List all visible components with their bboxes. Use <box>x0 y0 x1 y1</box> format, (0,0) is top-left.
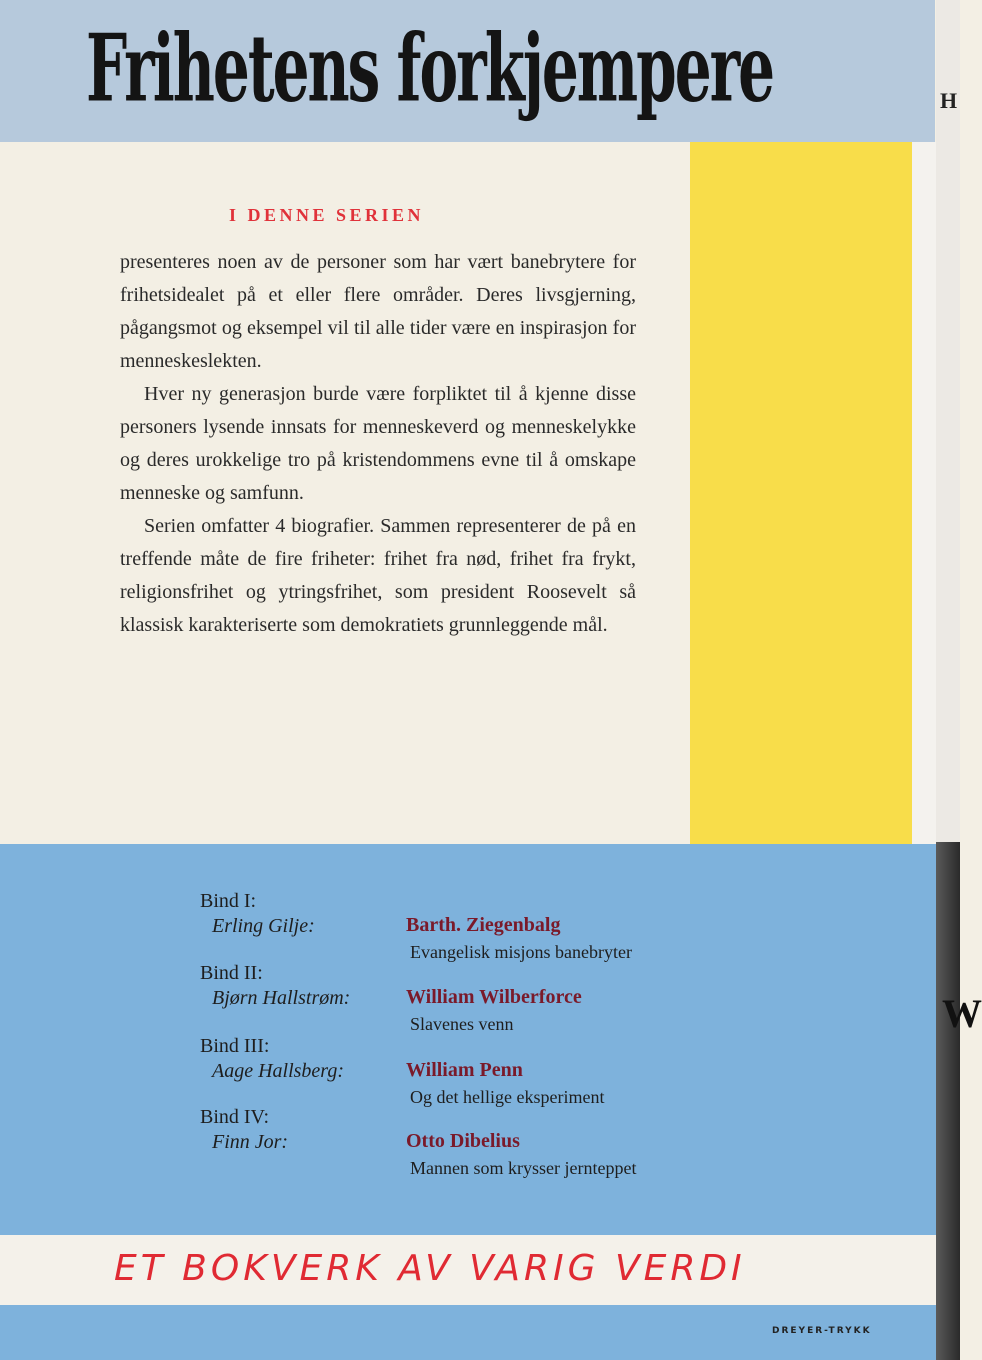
volume-author: Aage Hallsberg: <box>212 1060 345 1082</box>
paragraph: Hver ny generasjon burde være forpliktet til å kjenne disse personers lysende innsats for menneskeverd og menneskelykke og deres urokkelige tro på kristendommens evne til å omskape menneske og samfunn. <box>120 383 636 504</box>
volume-author: Finn Jor: <box>212 1131 289 1153</box>
volume-subtitle: Og det hellige eksperiment <box>410 1087 605 1107</box>
slogan: ET BOKVERK AV VARIG VERDI <box>114 1248 746 1289</box>
spine-edge-top <box>936 0 960 842</box>
volume-subtitle: Mannen som krysser jernteppet <box>410 1158 637 1178</box>
volume-subtitle: Evangelisk misjons banebryter <box>410 942 632 962</box>
series-heading: I DENNE SERIEN <box>229 205 425 225</box>
volume-subject: William Wilberforce <box>406 986 582 1008</box>
volume-number: Bind IV: <box>200 1106 270 1128</box>
printer-credit: DREYER-TRYKK <box>772 1326 872 1336</box>
volume-subject: William Penn <box>406 1059 523 1081</box>
volume-subtitle: Slavenes venn <box>410 1014 514 1034</box>
volume-author: Erling Gilje: <box>212 915 315 937</box>
spine-letter: H <box>940 88 958 113</box>
paragraph: Serien omfatter 4 biografier. Sammen representerer de på en treffende måte de fire friheter: frihet fra nød, frihet fra frykt, religionsfrihet og ytringsfrihet, som president Roosevelt så klassisk karakteriserte som demokratiets grunnleggende mål. <box>120 515 636 636</box>
paragraph: presenteres noen av de personer som har vært banebrytere for frihetsidealet på et eller flere områder. Deres livsgjerning, pågangsmot og eksempel vil til alle tider være en inspirasjon for menneskeslekten. <box>120 251 636 372</box>
volume-number: Bind II: <box>200 962 263 984</box>
series-description <box>120 246 636 642</box>
spine-letter: W <box>942 991 982 1036</box>
book-title: Frihetens forkjempere <box>86 14 774 123</box>
volume-subject: Barth. Ziegenbalg <box>406 914 561 936</box>
volume-number: Bind I: <box>200 890 257 912</box>
volume-subject: Otto Dibelius <box>406 1130 520 1152</box>
yellow-stripe <box>690 142 912 844</box>
volume-number: Bind III: <box>200 1035 270 1057</box>
volume-author: Bjørn Hallstrøm: <box>212 987 351 1009</box>
